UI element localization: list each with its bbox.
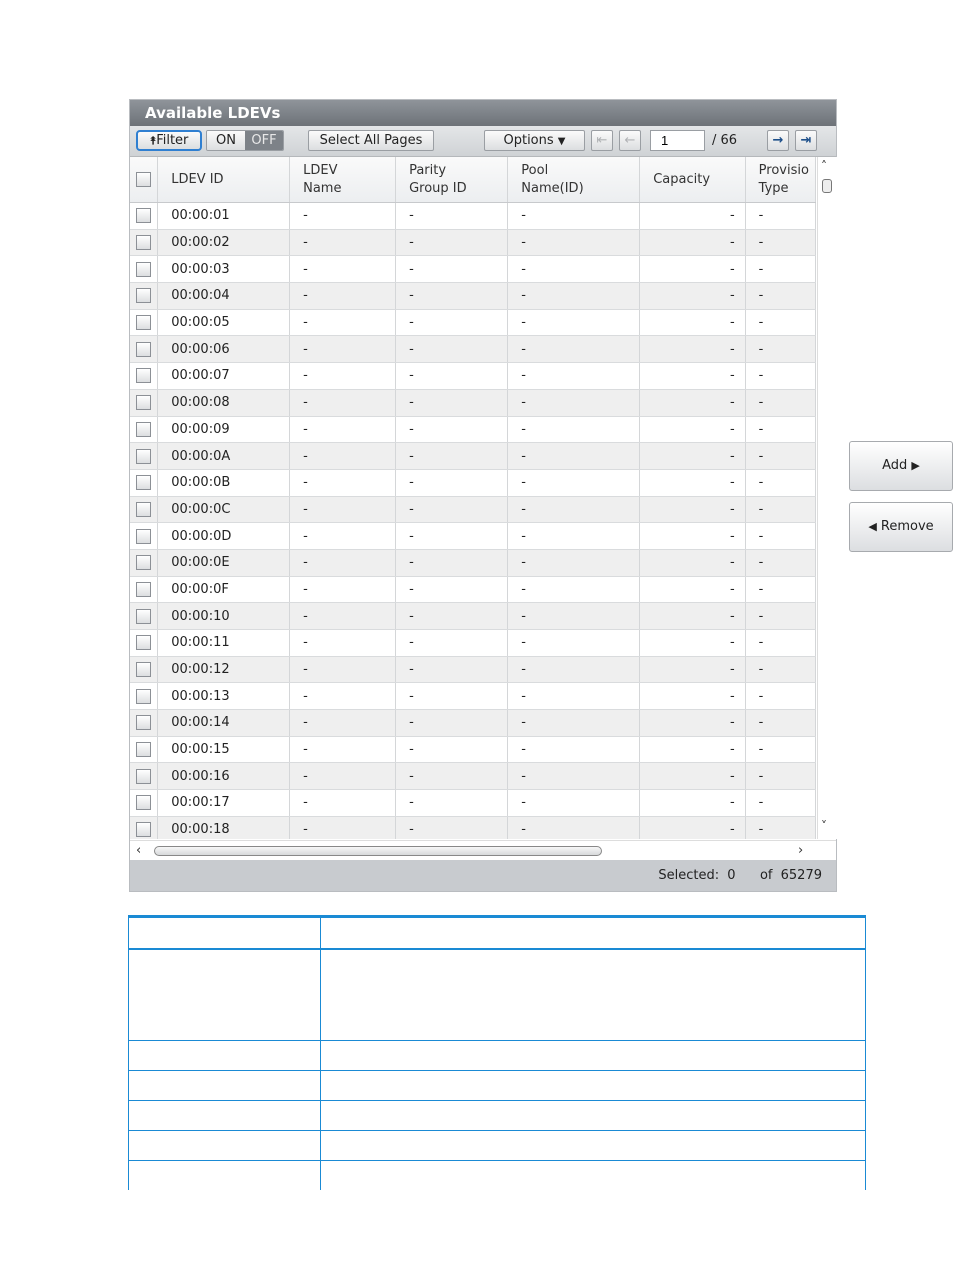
ldev-id-cell: 00:00:08 xyxy=(158,389,290,416)
pool-name-cell: - xyxy=(508,363,640,390)
ldev-name-cell: - xyxy=(290,790,396,817)
capacity-cell: - xyxy=(640,469,745,496)
column-header-ldev-id[interactable]: LDEV ID xyxy=(158,157,290,203)
parity-group-cell: - xyxy=(396,443,508,470)
ldev-name-cell: - xyxy=(290,763,396,790)
column-header-provisioning-type[interactable]: Provisio Type xyxy=(745,157,815,203)
row-checkbox-cell xyxy=(130,576,158,603)
provisioning-type-cell: - xyxy=(745,763,815,790)
horizontal-scroll-thumb[interactable] xyxy=(154,846,602,856)
select-all-header-cell xyxy=(130,157,158,203)
row-checkbox-cell xyxy=(130,309,158,336)
available-ldevs-panel xyxy=(129,99,837,892)
last-page-button[interactable] xyxy=(795,130,817,151)
pool-name-cell: - xyxy=(508,203,640,230)
capacity-cell: - xyxy=(640,523,745,550)
row-checkbox[interactable] xyxy=(136,529,151,544)
ldev-id-cell: 00:00:0C xyxy=(158,496,290,523)
parity-group-cell: - xyxy=(396,336,508,363)
parity-group-cell: - xyxy=(396,630,508,657)
row-checkbox[interactable] xyxy=(136,208,151,223)
scroll-right-icon[interactable]: › xyxy=(798,843,804,858)
row-checkbox[interactable] xyxy=(136,342,151,357)
first-page-button[interactable] xyxy=(591,130,613,151)
last-page-icon: ⇥ xyxy=(800,133,812,148)
row-checkbox[interactable] xyxy=(136,475,151,490)
row-checkbox-cell xyxy=(130,523,158,550)
row-checkbox[interactable] xyxy=(136,635,151,650)
triangle-left-icon: ◀ xyxy=(868,520,877,533)
row-checkbox[interactable] xyxy=(136,449,151,464)
filter-button[interactable] xyxy=(136,130,202,151)
pool-name-cell: - xyxy=(508,816,640,839)
ldev-name-cell: - xyxy=(290,683,396,710)
capacity-cell: - xyxy=(640,203,745,230)
ldev-id-cell: 00:00:0D xyxy=(158,523,290,550)
pool-name-cell: - xyxy=(508,523,640,550)
parity-group-cell: - xyxy=(396,229,508,256)
capacity-cell: - xyxy=(640,683,745,710)
parity-group-cell: - xyxy=(396,496,508,523)
capacity-cell: - xyxy=(640,763,745,790)
provisioning-type-cell: - xyxy=(745,203,815,230)
pool-name-cell: - xyxy=(508,549,640,576)
row-checkbox-cell xyxy=(130,443,158,470)
vertical-scroll-thumb[interactable] xyxy=(822,179,832,193)
selected-label: Selected: xyxy=(658,868,720,883)
table-row[interactable] xyxy=(130,283,816,310)
parity-group-cell: - xyxy=(396,283,508,310)
parity-group-cell: - xyxy=(396,549,508,576)
parity-group-cell: - xyxy=(396,656,508,683)
toggle-on-option[interactable]: ON xyxy=(207,131,245,150)
row-checkbox-cell xyxy=(130,363,158,390)
provisioning-type-cell: - xyxy=(745,256,815,283)
parity-group-cell: - xyxy=(396,603,508,630)
capacity-cell: - xyxy=(640,416,745,443)
provisioning-type-cell: - xyxy=(745,816,815,839)
row-checkbox[interactable] xyxy=(136,795,151,810)
table-row[interactable] xyxy=(130,656,816,683)
provisioning-type-cell: - xyxy=(745,443,815,470)
pool-name-cell: - xyxy=(508,710,640,737)
provisioning-type-cell: - xyxy=(745,229,815,256)
pool-name-cell: - xyxy=(508,443,640,470)
row-checkbox-cell xyxy=(130,710,158,737)
ldev-name-cell: - xyxy=(290,496,396,523)
ldev-name-cell: - xyxy=(290,336,396,363)
provisioning-type-cell: - xyxy=(745,496,815,523)
ldev-id-cell: 00:00:01 xyxy=(158,203,290,230)
capacity-cell: - xyxy=(640,816,745,839)
table-row[interactable] xyxy=(130,603,816,630)
capacity-cell: - xyxy=(640,443,745,470)
capacity-cell: - xyxy=(640,549,745,576)
ldev-id-cell: 00:00:05 xyxy=(158,309,290,336)
ldev-id-cell: 00:00:04 xyxy=(158,283,290,310)
provisioning-type-cell: - xyxy=(745,523,815,550)
row-checkbox[interactable] xyxy=(136,288,151,303)
capacity-cell: - xyxy=(640,603,745,630)
ldev-id-cell: 00:00:0B xyxy=(158,469,290,496)
table-row[interactable] xyxy=(130,309,816,336)
table-row[interactable] xyxy=(130,523,816,550)
row-checkbox[interactable] xyxy=(136,368,151,383)
parity-group-cell: - xyxy=(396,816,508,839)
remove-button[interactable] xyxy=(849,502,953,552)
ldev-name-cell: - xyxy=(290,203,396,230)
filter-label: Filter xyxy=(156,133,189,148)
ldev-name-cell: - xyxy=(290,576,396,603)
provisioning-type-cell: - xyxy=(745,363,815,390)
row-checkbox-cell xyxy=(130,229,158,256)
ldev-id-cell: 00:00:12 xyxy=(158,656,290,683)
pool-name-cell: - xyxy=(508,229,640,256)
ldev-name-cell: - xyxy=(290,549,396,576)
ldev-name-cell: - xyxy=(290,656,396,683)
ldev-name-cell: - xyxy=(290,603,396,630)
options-label: Options xyxy=(503,133,554,148)
previous-page-button[interactable] xyxy=(619,130,641,151)
scroll-left-icon[interactable]: ‹ xyxy=(136,843,142,858)
table-footer xyxy=(130,860,836,891)
row-checkbox[interactable] xyxy=(136,502,151,517)
page-total: / 66 xyxy=(712,133,738,148)
table-row[interactable] xyxy=(130,683,816,710)
capacity-cell: - xyxy=(640,656,745,683)
description-header-cell-2 xyxy=(320,918,866,948)
total-count: 65279 xyxy=(780,868,822,883)
add-label: Add xyxy=(882,458,908,473)
capacity-cell: - xyxy=(640,283,745,310)
pool-name-cell: - xyxy=(508,603,640,630)
capacity-cell: - xyxy=(640,389,745,416)
table-row[interactable] xyxy=(130,496,816,523)
table-row[interactable] xyxy=(130,336,816,363)
row-checkbox[interactable] xyxy=(136,555,151,570)
description-row xyxy=(128,1161,866,1190)
parity-group-cell: - xyxy=(396,736,508,763)
table-body xyxy=(130,203,816,840)
ldev-id-cell: 00:00:10 xyxy=(158,603,290,630)
ldev-name-cell: - xyxy=(290,736,396,763)
table-row[interactable] xyxy=(130,469,816,496)
ldev-name-cell: - xyxy=(290,469,396,496)
select-all-pages-button[interactable]: Select All Pages xyxy=(308,130,434,151)
page-number-input[interactable] xyxy=(650,130,705,151)
pool-name-cell: - xyxy=(508,656,640,683)
ldev-id-cell: 00:00:0A xyxy=(158,443,290,470)
description-row xyxy=(128,1101,866,1131)
provisioning-type-cell: - xyxy=(745,576,815,603)
parity-group-cell: - xyxy=(396,416,508,443)
row-checkbox-cell xyxy=(130,656,158,683)
parity-group-cell: - xyxy=(396,256,508,283)
parity-group-cell: - xyxy=(396,469,508,496)
vertical-scrollbar[interactable] xyxy=(817,157,837,839)
ldev-id-cell: 00:00:02 xyxy=(158,229,290,256)
row-checkbox[interactable] xyxy=(136,395,151,410)
parity-group-cell: - xyxy=(396,309,508,336)
row-checkbox[interactable] xyxy=(136,822,151,837)
parity-group-cell: - xyxy=(396,363,508,390)
table-row[interactable] xyxy=(130,790,816,817)
ldev-id-cell: 00:00:14 xyxy=(158,710,290,737)
table-row[interactable] xyxy=(130,549,816,576)
horizontal-scrollbar[interactable] xyxy=(130,840,836,860)
description-row xyxy=(128,1071,866,1101)
column-header-parity-group-id[interactable]: Parity Group ID xyxy=(396,157,508,203)
capacity-cell: - xyxy=(640,363,745,390)
panel-title: Available LDEVs xyxy=(130,100,836,126)
parity-group-cell: - xyxy=(396,203,508,230)
capacity-cell: - xyxy=(640,496,745,523)
ldev-name-cell: - xyxy=(290,416,396,443)
ldev-name-cell: - xyxy=(290,816,396,839)
arrow-right-icon: → xyxy=(772,133,784,148)
row-checkbox-cell xyxy=(130,603,158,630)
parity-group-cell: - xyxy=(396,763,508,790)
provisioning-type-cell: - xyxy=(745,656,815,683)
provisioning-type-cell: - xyxy=(745,416,815,443)
pool-name-cell: - xyxy=(508,790,640,817)
ldev-table xyxy=(130,157,816,839)
pool-name-cell: - xyxy=(508,496,640,523)
description-table-header xyxy=(128,915,866,950)
table-header-row xyxy=(130,157,816,203)
pool-name-cell: - xyxy=(508,469,640,496)
row-checkbox[interactable] xyxy=(136,262,151,277)
provisioning-type-cell: - xyxy=(745,309,815,336)
row-checkbox[interactable] xyxy=(136,582,151,597)
table-row[interactable] xyxy=(130,443,816,470)
arrow-left-icon: ← xyxy=(624,133,636,148)
pool-name-cell: - xyxy=(508,576,640,603)
ldev-name-cell: - xyxy=(290,363,396,390)
ldev-table-viewport xyxy=(130,157,816,839)
description-header-cell-1 xyxy=(128,918,320,948)
capacity-cell: - xyxy=(640,630,745,657)
provisioning-type-cell: - xyxy=(745,603,815,630)
row-checkbox[interactable] xyxy=(136,769,151,784)
pool-name-cell: - xyxy=(508,336,640,363)
remove-label: Remove xyxy=(880,519,934,534)
description-row xyxy=(128,1131,866,1161)
table-row[interactable] xyxy=(130,203,816,230)
column-header-capacity[interactable]: Capacity xyxy=(640,157,745,203)
table-row[interactable] xyxy=(130,576,816,603)
capacity-cell: - xyxy=(640,309,745,336)
parity-group-cell: - xyxy=(396,523,508,550)
pool-name-cell: - xyxy=(508,283,640,310)
selected-count: 0 xyxy=(727,868,736,883)
row-checkbox[interactable] xyxy=(136,315,151,330)
add-button[interactable] xyxy=(849,441,953,491)
provisioning-type-cell: - xyxy=(745,790,815,817)
row-checkbox-cell xyxy=(130,203,158,230)
ldev-id-cell: 00:00:09 xyxy=(158,416,290,443)
table-row[interactable] xyxy=(130,416,816,443)
capacity-cell: - xyxy=(640,736,745,763)
capacity-cell: - xyxy=(640,576,745,603)
row-checkbox-cell xyxy=(130,469,158,496)
pool-name-cell: - xyxy=(508,736,640,763)
double-chevron-up-icon: ⯭ xyxy=(149,134,157,147)
table-row[interactable] xyxy=(130,389,816,416)
selection-summary xyxy=(658,860,822,891)
row-checkbox-cell xyxy=(130,336,158,363)
pool-name-cell: - xyxy=(508,389,640,416)
column-header-ldev-name[interactable]: LDEV Name xyxy=(290,157,396,203)
filter-toggle[interactable] xyxy=(206,130,284,151)
ldev-id-cell: 00:00:07 xyxy=(158,363,290,390)
row-checkbox[interactable] xyxy=(136,662,151,677)
row-checkbox-cell xyxy=(130,816,158,839)
capacity-cell: - xyxy=(640,790,745,817)
provisioning-type-cell: - xyxy=(745,549,815,576)
row-checkbox-cell xyxy=(130,496,158,523)
ldev-id-cell: 00:00:11 xyxy=(158,630,290,657)
of-label: of xyxy=(759,868,773,883)
capacity-cell: - xyxy=(640,710,745,737)
ldev-name-cell: - xyxy=(290,523,396,550)
caret-down-icon: ▼ xyxy=(557,136,566,147)
provisioning-type-cell: - xyxy=(745,389,815,416)
pool-name-cell: - xyxy=(508,256,640,283)
row-checkbox-cell xyxy=(130,736,158,763)
table-toolbar xyxy=(130,126,836,157)
row-checkbox-cell xyxy=(130,630,158,657)
capacity-cell: - xyxy=(640,256,745,283)
table-row[interactable] xyxy=(130,763,816,790)
table-row[interactable] xyxy=(130,256,816,283)
row-checkbox-cell xyxy=(130,283,158,310)
provisioning-type-cell: - xyxy=(745,683,815,710)
row-checkbox[interactable] xyxy=(136,689,151,704)
options-button[interactable] xyxy=(484,130,585,151)
provisioning-type-cell: - xyxy=(745,469,815,496)
row-checkbox[interactable] xyxy=(136,715,151,730)
pool-name-cell: - xyxy=(508,630,640,657)
scroll-up-icon[interactable]: ˄ xyxy=(821,159,827,173)
table-row[interactable] xyxy=(130,363,816,390)
scroll-down-icon[interactable]: ˅ xyxy=(821,819,827,833)
provisioning-type-cell: - xyxy=(745,283,815,310)
ldev-id-cell: 00:00:03 xyxy=(158,256,290,283)
provisioning-type-cell: - xyxy=(745,736,815,763)
ldev-id-cell: 00:00:17 xyxy=(158,790,290,817)
ldev-name-cell: - xyxy=(290,309,396,336)
parity-group-cell: - xyxy=(396,576,508,603)
ldev-id-cell: 00:00:15 xyxy=(158,736,290,763)
row-checkbox[interactable] xyxy=(136,609,151,624)
provisioning-type-cell: - xyxy=(745,630,815,657)
pool-name-cell: - xyxy=(508,416,640,443)
description-table xyxy=(128,915,866,1190)
pool-name-cell: - xyxy=(508,683,640,710)
row-checkbox[interactable] xyxy=(136,235,151,250)
row-checkbox-cell xyxy=(130,683,158,710)
ldev-id-cell: 00:00:18 xyxy=(158,816,290,839)
row-checkbox[interactable] xyxy=(136,422,151,437)
first-page-icon: ⇤ xyxy=(596,133,608,148)
ldev-name-cell: - xyxy=(290,630,396,657)
parity-group-cell: - xyxy=(396,389,508,416)
ldev-id-cell: 00:00:0F xyxy=(158,576,290,603)
ldev-name-cell: - xyxy=(290,710,396,737)
pool-name-cell: - xyxy=(508,763,640,790)
capacity-cell: - xyxy=(640,336,745,363)
ldev-id-cell: 00:00:13 xyxy=(158,683,290,710)
row-checkbox-cell xyxy=(130,256,158,283)
table-row[interactable] xyxy=(130,816,816,839)
select-all-checkbox[interactable] xyxy=(136,172,151,187)
provisioning-type-cell: - xyxy=(745,336,815,363)
provisioning-type-cell: - xyxy=(745,710,815,737)
row-checkbox-cell xyxy=(130,389,158,416)
table-row[interactable] xyxy=(130,736,816,763)
toggle-off-option[interactable]: OFF xyxy=(245,131,283,150)
ldev-name-cell: - xyxy=(290,443,396,470)
row-checkbox-cell xyxy=(130,416,158,443)
ldev-name-cell: - xyxy=(290,256,396,283)
parity-group-cell: - xyxy=(396,790,508,817)
row-checkbox-cell xyxy=(130,549,158,576)
triangle-right-icon: ▶ xyxy=(911,459,920,472)
ldev-id-cell: 00:00:06 xyxy=(158,336,290,363)
ldev-name-cell: - xyxy=(290,229,396,256)
capacity-cell: - xyxy=(640,229,745,256)
parity-group-cell: - xyxy=(396,710,508,737)
description-row xyxy=(128,950,866,1041)
ldev-name-cell: - xyxy=(290,283,396,310)
row-checkbox-cell xyxy=(130,763,158,790)
column-header-pool-name[interactable]: Pool Name(ID) xyxy=(508,157,640,203)
row-checkbox[interactable] xyxy=(136,742,151,757)
row-checkbox-cell xyxy=(130,790,158,817)
pool-name-cell: - xyxy=(508,309,640,336)
ldev-id-cell: 00:00:0E xyxy=(158,549,290,576)
next-page-button[interactable] xyxy=(767,130,789,151)
table-row[interactable] xyxy=(130,630,816,657)
description-row xyxy=(128,1041,866,1071)
table-row[interactable] xyxy=(130,710,816,737)
ldev-name-cell: - xyxy=(290,389,396,416)
parity-group-cell: - xyxy=(396,683,508,710)
table-row[interactable] xyxy=(130,229,816,256)
ldev-id-cell: 00:00:16 xyxy=(158,763,290,790)
